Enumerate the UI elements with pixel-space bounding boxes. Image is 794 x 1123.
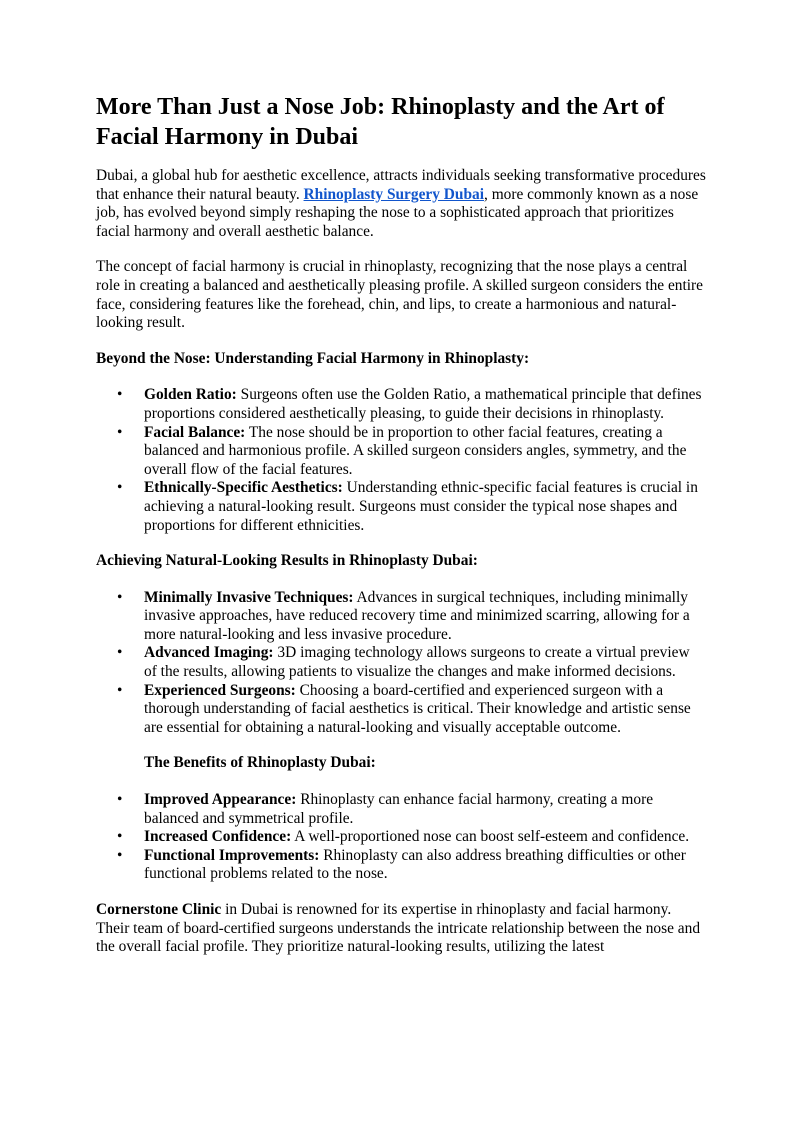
list-item (96, 791, 706, 828)
list-item (96, 682, 706, 738)
bullet-icon: • (117, 791, 123, 809)
list-item-term: Golden Ratio: (144, 386, 237, 404)
list-item-text: The nose should be in proportion to other facial features, creating a balanced and harmonious profile. A skilled surgeon considers angles, symmetry, and the overall flow of the facial features. (144, 423, 687, 478)
bullet-icon: • (117, 386, 123, 404)
list-item (96, 644, 706, 681)
bullet-icon: • (117, 846, 123, 864)
list-item (96, 589, 706, 645)
intro-paragraph (96, 167, 706, 241)
list-item-text: Choosing a board-certified and experienced surgeon with a thorough understanding of facial aesthetics is critical. Their knowledge and artistic sense are essential for obtaining a natural-looking and visually acceptable outcome. (144, 681, 691, 736)
rhinoplasty-surgery-dubai-link[interactable]: Rhinoplasty Surgery Dubai (303, 185, 484, 203)
list-item-text: Rhinoplasty can enhance facial harmony, creating a more balanced and symmetrical profile. (144, 791, 654, 827)
clinic-name: Cornerstone Clinic (96, 901, 222, 918)
list-item-text: Surgeons often use the Golden Ratio, a mathematical principle that defines proportions considered aesthetically pleasing, to guide their decisions in rhinoplasty. (144, 386, 702, 422)
bullet-icon: • (117, 644, 123, 662)
page-title: More Than Just a Nose Job: Rhinoplasty and the Art of Facial Harmony in Dubai (96, 94, 665, 150)
list-item-term: Advanced Imaging: (144, 644, 274, 662)
facial-harmony-paragraph: The concept of facial harmony is crucial in rhinoplasty, recognizing that the nose plays a central role in creating a balanced and aesthetically pleasing profile. A skilled surgeon considers the entire face, considering features like the forehead, chin, and lips, to create a harmonious and natural-looking result. (96, 258, 704, 332)
list-item-term: Increased Confidence: (144, 828, 292, 846)
intro-text-after: , more commonly known as a nose job, has evolved beyond simply reshaping the nose to a sophisticated approach that prioritizes facial harmony and overall aesthetic balance. (96, 185, 699, 240)
list-item-text: Advances in surgical techniques, including minimally invasive approaches, have reduced recovery time and minimized scarring, allowing for a more natural-looking and less invasive procedure. (144, 588, 690, 643)
intro-text-before: Dubai, a global hub for aesthetic excellence, attracts individuals seeking transformative procedures that enhance their natural beauty. (96, 167, 706, 203)
closing-text: in Dubai is renowned for its expertise in rhinoplasty and facial harmony. Their team of board-certified surgeons understands the intricate relationship between the nose and the overall facial profile. They prioritize natural-looking results, utilizing the latest (96, 901, 701, 956)
bullet-icon: • (117, 588, 123, 606)
list-item-term: Functional Improvements: (144, 846, 320, 864)
list-item (96, 847, 706, 884)
list-item-text: Understanding ethnic-specific facial features is crucial in achieving a natural-looking result. Surgeons must consider the typical nose shapes and proportions for different ethnicities. (144, 479, 698, 534)
list-item-text: Rhinoplasty can also address breathing difficulties or other functional problems related to the nose. (144, 846, 686, 883)
benefits-list (96, 791, 706, 884)
facial-harmony-list (96, 386, 706, 535)
list-item-text: 3D imaging technology allows surgeons to create a virtual preview of the results, allowing patients to visualize the changes and make informed decisions. (144, 644, 690, 681)
list-item (96, 386, 706, 423)
list-item-term: Minimally Invasive Techniques: (144, 588, 354, 606)
list-item (96, 479, 706, 535)
section-heading-facial-harmony: Beyond the Nose: Understanding Facial Harmony in Rhinoplasty: (96, 349, 530, 367)
bullet-icon: • (117, 828, 123, 846)
bullet-icon: • (117, 423, 123, 441)
bullet-icon: • (117, 479, 123, 497)
list-item-term: Facial Balance: (144, 423, 246, 441)
list-item (96, 424, 706, 480)
bullet-icon: • (117, 681, 123, 699)
natural-results-list (96, 589, 706, 738)
section-heading-natural-results: Achieving Natural-Looking Results in Rhinoplasty Dubai: (96, 552, 478, 570)
closing-paragraph (96, 901, 706, 957)
list-item (96, 828, 706, 847)
list-item-term: Experienced Surgeons: (144, 681, 296, 699)
list-item-term: Improved Appearance: (144, 791, 297, 809)
section-heading-benefits: The Benefits of Rhinoplasty Dubai: (144, 754, 376, 772)
list-item-text: A well-proportioned nose can boost self-esteem and confidence. (291, 828, 690, 846)
list-item-term: Ethnically-Specific Aesthetics: (144, 479, 343, 497)
document-page (96, 92, 706, 974)
